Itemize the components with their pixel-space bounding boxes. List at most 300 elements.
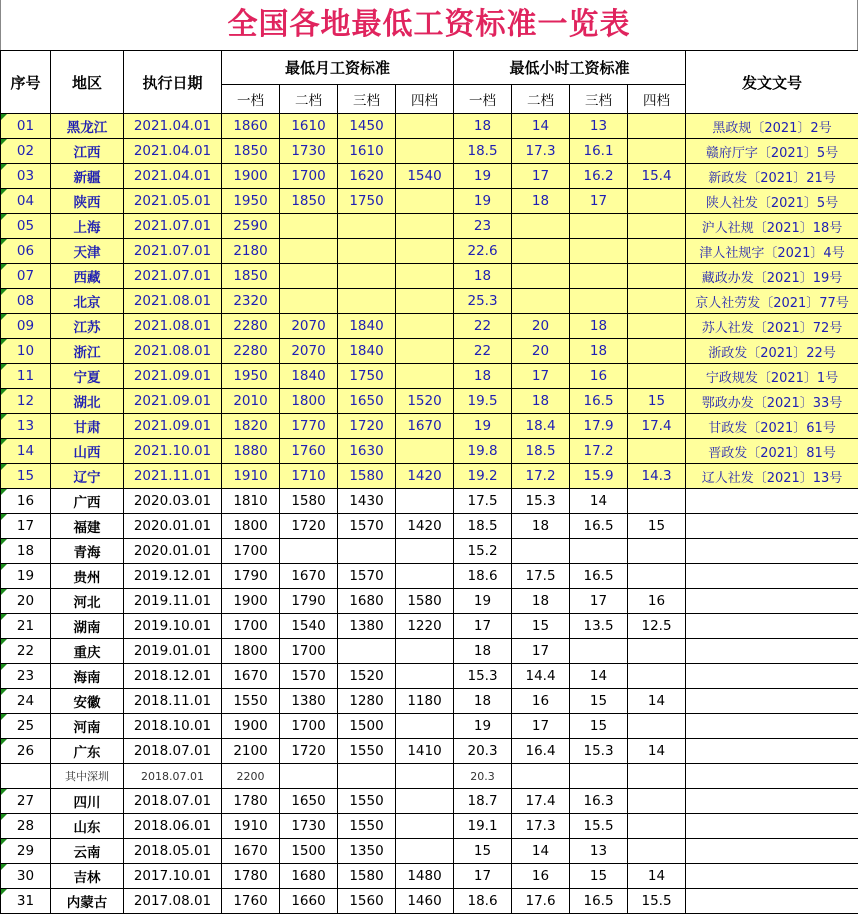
header-hourly-tier-4: 四档 <box>628 85 686 114</box>
cell-monthly-tier-3 <box>338 214 396 239</box>
cell-hourly-tier-1: 22 <box>454 314 512 339</box>
cell-seq: 21 <box>1 614 51 639</box>
cell-hourly-tier-3 <box>570 539 628 564</box>
cell-monthly-tier-4 <box>396 139 454 164</box>
cell-hourly-tier-4 <box>628 639 686 664</box>
cell-hourly-tier-3: 14 <box>570 664 628 689</box>
cell-monthly-tier-4 <box>396 839 454 864</box>
cell-monthly-tier-2: 1680 <box>280 864 338 889</box>
cell-seq: 13 <box>1 414 51 439</box>
cell-monthly-tier-4 <box>396 539 454 564</box>
cell-monthly-tier-3: 1560 <box>338 889 396 914</box>
cell-hourly-tier-4: 15.4 <box>628 164 686 189</box>
cell-monthly-tier-2 <box>280 539 338 564</box>
cell-monthly-tier-3: 1620 <box>338 164 396 189</box>
cell-monthly-tier-3: 1650 <box>338 389 396 414</box>
cell-seq: 02 <box>1 139 51 164</box>
cell-monthly-tier-2: 1500 <box>280 839 338 864</box>
cell-seq: 10 <box>1 339 51 364</box>
cell-doc-number <box>686 664 858 689</box>
cell-region: 陕西 <box>51 189 124 214</box>
cell-monthly-tier-1: 1800 <box>222 639 280 664</box>
cell-hourly-tier-1: 18.6 <box>454 564 512 589</box>
cell-hourly-tier-4 <box>628 789 686 814</box>
cell-date: 2021.07.01 <box>124 239 222 264</box>
cell-hourly-tier-4: 14 <box>628 689 686 714</box>
header-hourly-tier-2: 二档 <box>512 85 570 114</box>
cell-region: 吉林 <box>51 864 124 889</box>
cell-region: 北京 <box>51 289 124 314</box>
cell-monthly-tier-3 <box>338 289 396 314</box>
cell-region: 安徽 <box>51 689 124 714</box>
cell-hourly-tier-3: 16 <box>570 364 628 389</box>
cell-hourly-tier-4 <box>628 539 686 564</box>
cell-hourly-tier-1: 15.3 <box>454 664 512 689</box>
cell-monthly-tier-3 <box>338 539 396 564</box>
cell-hourly-tier-1: 17 <box>454 864 512 889</box>
cell-region: 广西 <box>51 489 124 514</box>
cell-hourly-tier-2 <box>512 214 570 239</box>
cell-hourly-tier-1: 25.3 <box>454 289 512 314</box>
cell-doc-number: 津人社规字〔2021〕4号 <box>686 239 858 264</box>
cell-monthly-tier-2: 1770 <box>280 414 338 439</box>
cell-monthly-tier-4 <box>396 664 454 689</box>
cell-hourly-tier-1: 19 <box>454 164 512 189</box>
header-monthly: 最低月工资标准 <box>222 51 454 85</box>
cell-hourly-tier-3 <box>570 214 628 239</box>
cell-hourly-tier-3: 14 <box>570 489 628 514</box>
cell-region: 福建 <box>51 514 124 539</box>
cell-hourly-tier-3: 17.9 <box>570 414 628 439</box>
cell-monthly-tier-1: 1880 <box>222 439 280 464</box>
cell-hourly-tier-3: 17 <box>570 189 628 214</box>
cell-monthly-tier-2 <box>280 214 338 239</box>
cell-hourly-tier-2 <box>512 764 570 789</box>
cell-monthly-tier-2: 1380 <box>280 689 338 714</box>
cell-monthly-tier-2: 1720 <box>280 739 338 764</box>
header-hourly: 最低小时工资标准 <box>454 51 686 85</box>
cell-seq: 20 <box>1 589 51 614</box>
cell-date: 2021.04.01 <box>124 114 222 139</box>
cell-monthly-tier-3: 1570 <box>338 564 396 589</box>
cell-hourly-tier-1: 20.3 <box>454 764 512 789</box>
cell-monthly-tier-3: 1500 <box>338 714 396 739</box>
cell-seq: 23 <box>1 664 51 689</box>
cell-seq: 24 <box>1 689 51 714</box>
cell-hourly-tier-1: 15 <box>454 839 512 864</box>
cell-seq: 03 <box>1 164 51 189</box>
cell-hourly-tier-4 <box>628 239 686 264</box>
cell-hourly-tier-4 <box>628 764 686 789</box>
cell-date: 2021.04.01 <box>124 139 222 164</box>
cell-monthly-tier-1: 1860 <box>222 114 280 139</box>
cell-hourly-tier-3: 15.5 <box>570 814 628 839</box>
cell-date: 2019.11.01 <box>124 589 222 614</box>
cell-monthly-tier-3: 1280 <box>338 689 396 714</box>
table-row <box>1 514 858 539</box>
table-row <box>1 864 858 889</box>
cell-hourly-tier-3: 16.5 <box>570 889 628 914</box>
cell-monthly-tier-1: 1700 <box>222 539 280 564</box>
cell-monthly-tier-3: 1720 <box>338 414 396 439</box>
cell-hourly-tier-4: 12.5 <box>628 614 686 639</box>
cell-hourly-tier-2: 18 <box>512 189 570 214</box>
cell-hourly-tier-3: 16.1 <box>570 139 628 164</box>
cell-seq: 16 <box>1 489 51 514</box>
cell-monthly-tier-4 <box>396 314 454 339</box>
cell-hourly-tier-2: 15.3 <box>512 489 570 514</box>
cell-monthly-tier-4 <box>396 114 454 139</box>
cell-monthly-tier-1: 1670 <box>222 664 280 689</box>
cell-hourly-tier-3: 15 <box>570 714 628 739</box>
cell-hourly-tier-1: 19.2 <box>454 464 512 489</box>
cell-seq: 12 <box>1 389 51 414</box>
cell-region: 新疆 <box>51 164 124 189</box>
cell-hourly-tier-3 <box>570 289 628 314</box>
header-doc: 发文文号 <box>686 51 858 114</box>
cell-region: 湖北 <box>51 389 124 414</box>
cell-hourly-tier-3: 13 <box>570 114 628 139</box>
cell-hourly-tier-2: 14 <box>512 839 570 864</box>
cell-date: 2021.08.01 <box>124 339 222 364</box>
cell-hourly-tier-2: 16 <box>512 864 570 889</box>
cell-region: 内蒙古 <box>51 889 124 914</box>
cell-hourly-tier-4 <box>628 339 686 364</box>
table-row <box>1 264 858 289</box>
cell-hourly-tier-1: 18.7 <box>454 789 512 814</box>
cell-monthly-tier-4 <box>396 639 454 664</box>
cell-date: 2018.11.01 <box>124 689 222 714</box>
cell-monthly-tier-3: 1840 <box>338 339 396 364</box>
cell-hourly-tier-3: 15 <box>570 689 628 714</box>
cell-hourly-tier-3: 15.9 <box>570 464 628 489</box>
cell-seq: 04 <box>1 189 51 214</box>
cell-monthly-tier-4 <box>396 439 454 464</box>
cell-date: 2019.10.01 <box>124 614 222 639</box>
cell-date: 2020.01.01 <box>124 539 222 564</box>
cell-doc-number: 赣府厅字〔2021〕5号 <box>686 139 858 164</box>
cell-hourly-tier-3 <box>570 239 628 264</box>
cell-region: 云南 <box>51 839 124 864</box>
cell-date: 2021.09.01 <box>124 414 222 439</box>
cell-date: 2018.07.01 <box>124 764 222 789</box>
table-row <box>1 214 858 239</box>
cell-monthly-tier-3: 1580 <box>338 464 396 489</box>
cell-monthly-tier-4: 1520 <box>396 389 454 414</box>
cell-monthly-tier-2 <box>280 264 338 289</box>
cell-hourly-tier-1: 18 <box>454 639 512 664</box>
cell-monthly-tier-2: 1580 <box>280 489 338 514</box>
cell-hourly-tier-2 <box>512 539 570 564</box>
cell-hourly-tier-1: 18.6 <box>454 889 512 914</box>
cell-hourly-tier-2: 14 <box>512 114 570 139</box>
cell-hourly-tier-3: 18 <box>570 339 628 364</box>
cell-date: 2017.08.01 <box>124 889 222 914</box>
cell-hourly-tier-1: 19.8 <box>454 439 512 464</box>
cell-region: 湖南 <box>51 614 124 639</box>
cell-hourly-tier-2: 16.4 <box>512 739 570 764</box>
cell-monthly-tier-3: 1840 <box>338 314 396 339</box>
cell-doc-number <box>686 764 858 789</box>
cell-monthly-tier-3: 1750 <box>338 189 396 214</box>
cell-date: 2019.12.01 <box>124 564 222 589</box>
cell-monthly-tier-1: 2100 <box>222 739 280 764</box>
cell-region: 上海 <box>51 214 124 239</box>
cell-date: 2018.10.01 <box>124 714 222 739</box>
cell-hourly-tier-1: 19 <box>454 414 512 439</box>
cell-hourly-tier-1: 19 <box>454 589 512 614</box>
cell-monthly-tier-2 <box>280 239 338 264</box>
cell-doc-number: 辽人社发〔2021〕13号 <box>686 464 858 489</box>
header-seq: 序号 <box>1 51 51 114</box>
table-header <box>1 51 858 114</box>
cell-monthly-tier-2: 1840 <box>280 364 338 389</box>
cell-seq: 25 <box>1 714 51 739</box>
cell-region: 贵州 <box>51 564 124 589</box>
table-row <box>1 189 858 214</box>
cell-monthly-tier-1: 1850 <box>222 264 280 289</box>
cell-region: 黑龙江 <box>51 114 124 139</box>
cell-monthly-tier-2: 1790 <box>280 589 338 614</box>
cell-hourly-tier-3: 16.5 <box>570 564 628 589</box>
cell-monthly-tier-2 <box>280 289 338 314</box>
cell-monthly-tier-4 <box>396 489 454 514</box>
cell-monthly-tier-4: 1180 <box>396 689 454 714</box>
cell-hourly-tier-1: 18 <box>454 264 512 289</box>
cell-doc-number: 黑政规〔2021〕2号 <box>686 114 858 139</box>
cell-hourly-tier-1: 18.5 <box>454 514 512 539</box>
cell-doc-number: 京人社劳发〔2021〕77号 <box>686 289 858 314</box>
cell-monthly-tier-4: 1410 <box>396 739 454 764</box>
cell-monthly-tier-2: 2070 <box>280 339 338 364</box>
cell-monthly-tier-3: 1570 <box>338 514 396 539</box>
cell-date: 2021.10.01 <box>124 439 222 464</box>
table-row <box>1 539 858 564</box>
cell-date: 2021.04.01 <box>124 164 222 189</box>
cell-monthly-tier-2: 1850 <box>280 189 338 214</box>
cell-region: 四川 <box>51 789 124 814</box>
cell-monthly-tier-4 <box>396 289 454 314</box>
cell-hourly-tier-2: 14.4 <box>512 664 570 689</box>
table-body <box>1 114 858 914</box>
cell-date: 2018.07.01 <box>124 789 222 814</box>
cell-doc-number <box>686 789 858 814</box>
cell-hourly-tier-2: 20 <box>512 339 570 364</box>
table-row <box>1 614 858 639</box>
cell-monthly-tier-3: 1550 <box>338 789 396 814</box>
page-title: 全国各地最低工资标准一览表 <box>0 0 858 50</box>
cell-monthly-tier-2: 1730 <box>280 139 338 164</box>
cell-monthly-tier-4 <box>396 264 454 289</box>
cell-monthly-tier-1: 1900 <box>222 164 280 189</box>
cell-monthly-tier-1: 1780 <box>222 864 280 889</box>
cell-hourly-tier-1: 19 <box>454 189 512 214</box>
cell-hourly-tier-4 <box>628 839 686 864</box>
cell-hourly-tier-3 <box>570 264 628 289</box>
cell-hourly-tier-2: 15 <box>512 614 570 639</box>
cell-monthly-tier-3: 1610 <box>338 139 396 164</box>
cell-hourly-tier-2 <box>512 264 570 289</box>
cell-region: 浙江 <box>51 339 124 364</box>
table-row <box>1 489 858 514</box>
header-monthly-tier-2: 二档 <box>280 85 338 114</box>
cell-date: 2021.09.01 <box>124 364 222 389</box>
cell-hourly-tier-1: 19.5 <box>454 389 512 414</box>
cell-doc-number: 陕人社发〔2021〕5号 <box>686 189 858 214</box>
cell-hourly-tier-1: 17 <box>454 614 512 639</box>
cell-doc-number <box>686 864 858 889</box>
cell-monthly-tier-3: 1750 <box>338 364 396 389</box>
cell-hourly-tier-2: 17 <box>512 639 570 664</box>
table-row <box>1 164 858 189</box>
cell-monthly-tier-1: 1550 <box>222 689 280 714</box>
table-row <box>1 239 858 264</box>
cell-seq: 11 <box>1 364 51 389</box>
cell-monthly-tier-3: 1580 <box>338 864 396 889</box>
cell-seq: 05 <box>1 214 51 239</box>
cell-monthly-tier-3 <box>338 239 396 264</box>
cell-hourly-tier-1: 17.5 <box>454 489 512 514</box>
table-row <box>1 289 858 314</box>
cell-date: 2021.07.01 <box>124 264 222 289</box>
cell-monthly-tier-3 <box>338 264 396 289</box>
cell-monthly-tier-2: 1720 <box>280 514 338 539</box>
table-row <box>1 339 858 364</box>
cell-hourly-tier-3 <box>570 639 628 664</box>
cell-hourly-tier-2: 18 <box>512 514 570 539</box>
cell-seq: 14 <box>1 439 51 464</box>
header-monthly-tier-4: 四档 <box>396 85 454 114</box>
cell-hourly-tier-4 <box>628 139 686 164</box>
cell-hourly-tier-3: 17.2 <box>570 439 628 464</box>
cell-region: 西藏 <box>51 264 124 289</box>
cell-seq: 07 <box>1 264 51 289</box>
cell-hourly-tier-2 <box>512 289 570 314</box>
table-row <box>1 114 858 139</box>
cell-doc-number: 浙政发〔2021〕22号 <box>686 339 858 364</box>
cell-monthly-tier-1: 1810 <box>222 489 280 514</box>
cell-doc-number <box>686 564 858 589</box>
cell-monthly-tier-1: 2320 <box>222 289 280 314</box>
cell-monthly-tier-1: 2180 <box>222 239 280 264</box>
table-row <box>1 739 858 764</box>
cell-date: 2018.05.01 <box>124 839 222 864</box>
cell-seq: 29 <box>1 839 51 864</box>
cell-monthly-tier-4: 1460 <box>396 889 454 914</box>
cell-monthly-tier-4 <box>396 814 454 839</box>
cell-monthly-tier-1: 2590 <box>222 214 280 239</box>
cell-monthly-tier-3 <box>338 764 396 789</box>
cell-hourly-tier-1: 18 <box>454 114 512 139</box>
table-row <box>1 789 858 814</box>
cell-hourly-tier-4 <box>628 814 686 839</box>
cell-monthly-tier-1: 2280 <box>222 339 280 364</box>
cell-hourly-tier-1: 22 <box>454 339 512 364</box>
cell-date: 2018.07.01 <box>124 739 222 764</box>
cell-seq: 01 <box>1 114 51 139</box>
cell-monthly-tier-1: 1910 <box>222 464 280 489</box>
cell-monthly-tier-3: 1630 <box>338 439 396 464</box>
cell-region: 江苏 <box>51 314 124 339</box>
cell-seq: 15 <box>1 464 51 489</box>
header-monthly-tier-1: 一档 <box>222 85 280 114</box>
cell-doc-number: 宁政规发〔2021〕1号 <box>686 364 858 389</box>
cell-monthly-tier-2: 1730 <box>280 814 338 839</box>
cell-monthly-tier-1: 1850 <box>222 139 280 164</box>
cell-region: 海南 <box>51 664 124 689</box>
cell-hourly-tier-3: 13.5 <box>570 614 628 639</box>
cell-monthly-tier-2: 1710 <box>280 464 338 489</box>
cell-region: 江西 <box>51 139 124 164</box>
cell-hourly-tier-4 <box>628 364 686 389</box>
cell-hourly-tier-3: 16.3 <box>570 789 628 814</box>
cell-doc-number <box>686 889 858 914</box>
cell-hourly-tier-4 <box>628 564 686 589</box>
cell-seq: 09 <box>1 314 51 339</box>
cell-monthly-tier-1: 1950 <box>222 364 280 389</box>
cell-doc-number <box>686 814 858 839</box>
cell-region: 宁夏 <box>51 364 124 389</box>
cell-hourly-tier-4: 15 <box>628 514 686 539</box>
cell-monthly-tier-4: 1670 <box>396 414 454 439</box>
cell-monthly-tier-4 <box>396 564 454 589</box>
cell-seq: 19 <box>1 564 51 589</box>
cell-monthly-tier-3: 1520 <box>338 664 396 689</box>
cell-monthly-tier-2: 1670 <box>280 564 338 589</box>
table-row <box>1 664 858 689</box>
cell-region: 青海 <box>51 539 124 564</box>
cell-hourly-tier-4 <box>628 714 686 739</box>
cell-seq: 18 <box>1 539 51 564</box>
cell-region: 辽宁 <box>51 464 124 489</box>
cell-hourly-tier-4: 14.3 <box>628 464 686 489</box>
cell-monthly-tier-4 <box>396 214 454 239</box>
cell-monthly-tier-4: 1420 <box>396 464 454 489</box>
cell-hourly-tier-1: 18 <box>454 689 512 714</box>
cell-monthly-tier-3: 1550 <box>338 814 396 839</box>
cell-monthly-tier-3 <box>338 639 396 664</box>
table-row <box>1 889 858 914</box>
cell-monthly-tier-4 <box>396 714 454 739</box>
cell-hourly-tier-4 <box>628 214 686 239</box>
wage-table <box>0 50 858 914</box>
cell-monthly-tier-1: 2010 <box>222 389 280 414</box>
table-row <box>1 314 858 339</box>
cell-date: 2021.11.01 <box>124 464 222 489</box>
cell-hourly-tier-1: 18.5 <box>454 139 512 164</box>
cell-hourly-tier-3: 18 <box>570 314 628 339</box>
table-row <box>1 639 858 664</box>
cell-monthly-tier-2: 1700 <box>280 164 338 189</box>
table-row <box>1 564 858 589</box>
cell-region: 天津 <box>51 239 124 264</box>
table-row <box>1 689 858 714</box>
cell-hourly-tier-3: 15 <box>570 864 628 889</box>
cell-hourly-tier-1: 19.1 <box>454 814 512 839</box>
cell-date: 2021.09.01 <box>124 389 222 414</box>
cell-seq: 17 <box>1 514 51 539</box>
cell-seq: 26 <box>1 739 51 764</box>
cell-hourly-tier-4 <box>628 439 686 464</box>
cell-monthly-tier-2: 1540 <box>280 614 338 639</box>
cell-seq: 22 <box>1 639 51 664</box>
cell-monthly-tier-2: 2070 <box>280 314 338 339</box>
cell-monthly-tier-2 <box>280 764 338 789</box>
cell-doc-number: 苏人社发〔2021〕72号 <box>686 314 858 339</box>
cell-doc-number <box>686 539 858 564</box>
cell-monthly-tier-3: 1450 <box>338 114 396 139</box>
cell-hourly-tier-4: 15 <box>628 389 686 414</box>
